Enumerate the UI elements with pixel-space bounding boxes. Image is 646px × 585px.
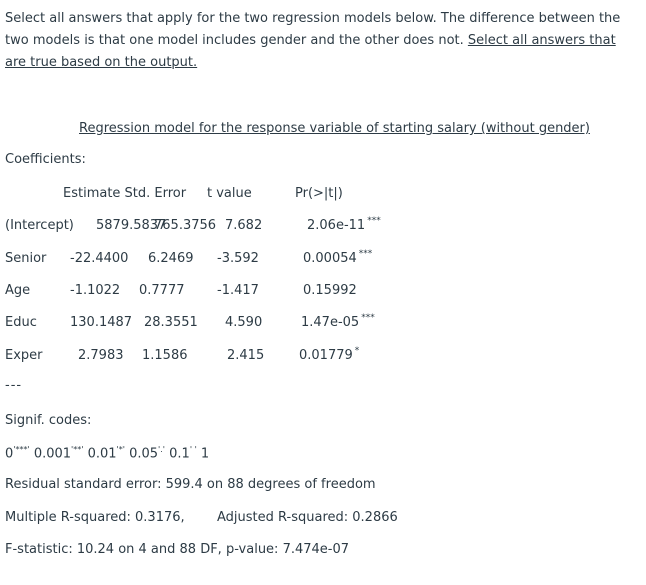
row-t-value: 4.590	[225, 315, 263, 330]
residual-standard-error: Residual standard error: 599.4 on 88 degrees of freedom	[5, 477, 376, 492]
question-text: Select all answers that apply for the two regression models below. The difference between the two models is that one model includes gender and the other does not.	[5, 11, 621, 48]
row-name: Senior	[5, 251, 47, 266]
row-estimate: 130.1487	[70, 315, 133, 330]
row-std-error: 0.7777	[139, 283, 185, 298]
question-instruction: Select all answers that are true based on the output.	[5, 33, 616, 70]
row-p-value: 1.47e-05 ***	[301, 313, 375, 330]
row-std-error: 28.3551	[144, 315, 198, 330]
row-estimate: 2.7983	[78, 348, 124, 363]
column-header-p-value: Pr(>|t|)	[295, 186, 343, 201]
column-header-t-value: t value	[207, 186, 252, 201]
row-estimate: -22.4400	[70, 251, 129, 266]
row-p-value: 0.01779 *	[299, 346, 360, 363]
row-name: (Intercept)	[5, 218, 74, 233]
signif-stars: ***	[358, 249, 373, 259]
row-p-value: 0.15992	[303, 283, 357, 298]
row-name: Educ	[5, 315, 37, 330]
row-std-error: 1.1586	[142, 348, 188, 363]
signif-stars: ***	[361, 313, 375, 323]
signif-codes-label: Signif. codes:	[5, 413, 92, 428]
coefficients-label: Coefficients:	[5, 152, 86, 167]
row-name: Age	[5, 283, 31, 298]
signif-stars: ***	[367, 216, 381, 226]
f-statistic: F-statistic: 10.24 on 4 and 88 DF, p-value: 7.474e-07	[5, 542, 350, 557]
question-prompt	[5, 8, 635, 74]
signif-codes-legend: 0'***' 0.001'**' 0.01'*' 0.05'.' 0.1' ' 1	[5, 445, 210, 462]
separator: ---	[5, 378, 23, 393]
row-estimate: -1.1022	[70, 283, 121, 298]
row-p-value: 2.06e-11 ***	[307, 216, 381, 233]
column-header-estimate-std: Estimate Std. Error	[63, 186, 187, 201]
row-std-error: 6.2469	[148, 251, 194, 266]
row-t-value: 7.682	[225, 218, 263, 233]
row-estimate: 5879.5837	[96, 218, 167, 233]
row-t-value: -1.417	[217, 283, 259, 298]
row-name: Exper	[5, 348, 43, 363]
row-t-value: 2.415	[227, 348, 265, 363]
row-std-error: 765.3756	[154, 218, 217, 233]
signif-stars: *	[354, 346, 360, 356]
adjusted-r-squared: Adjusted R-squared: 0.2866	[217, 510, 398, 525]
row-t-value: -3.592	[217, 251, 259, 266]
multiple-r-squared: Multiple R-squared: 0.3176,	[5, 510, 185, 525]
model-title: Regression model for the response variable of starting salary (without gender)	[79, 121, 590, 136]
row-p-value: 0.00054 ***	[303, 249, 373, 266]
